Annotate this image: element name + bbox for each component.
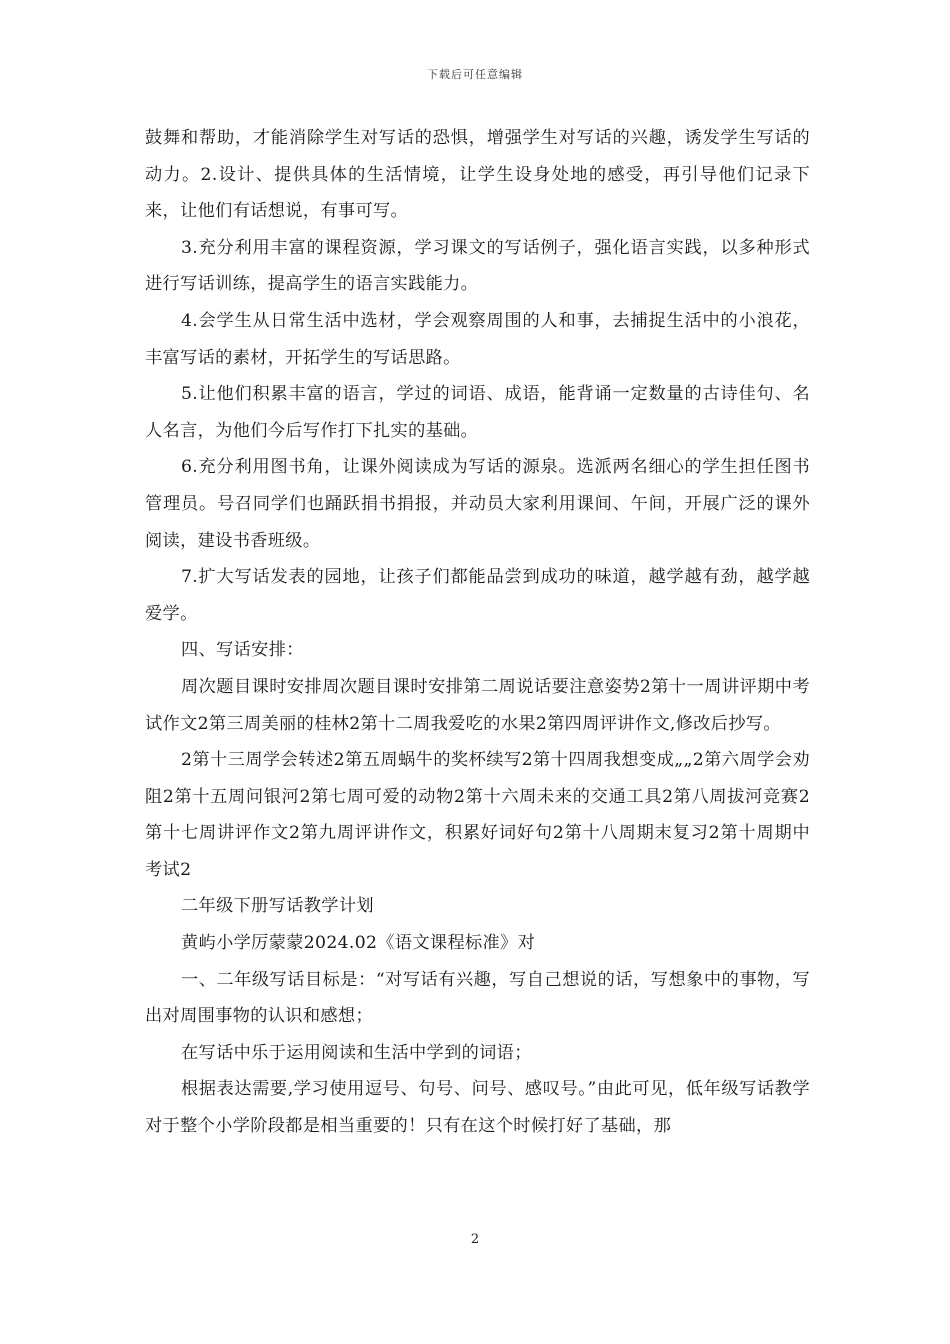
paragraph: 4.会学生从日常生活中选材，学会观察周围的人和事，去捕捉生活中的小浪花，丰富写话的素材，开拓学生的写话思路。 — [145, 310, 810, 368]
page-header: 下载后可任意编辑 — [427, 68, 523, 81]
paragraph: 根据表达需要,学习使用逗号、句号、问号、感叹号。”由此可见，低年级写话教学对于整个小学阶段都是相当重要的！只有在这个时候打好了基础，那 — [145, 1079, 810, 1137]
paragraph: 鼓舞和帮助，才能消除学生对写话的恐惧，增强学生对写话的兴趣，诱发学生写话的动力。2.设计、提供具体的生活情境，让学生设身处地的感受，再引导他们记录下来，让他们有话想说，有事可写。 — [145, 128, 810, 222]
paragraph: 一、二年级写话目标是：“对写话有兴趣，写自己想说的话，写想象中的事物，写出对周围事物的认识和感想； — [145, 969, 810, 1027]
paragraph: 在写话中乐于运用阅读和生活中学到的词语； — [181, 1042, 532, 1063]
paragraph: 2第十三周学会转述2第五周蜗牛的奖杯续写2第十四周我想变成„„2第六周学会劝阻2第十五周问银河2第七周可爱的动物2第十六周未来的交通工具2第八周拔河竞赛2第十七周讲评作文2第九周评讲作文，积累好词好句2第十八周期末复习2第十周期中考试2 — [145, 750, 810, 880]
author-line: 黄屿小学厉蒙蒙2024.02《语文课程标准》对 — [181, 933, 536, 954]
paragraph: 5.让他们积累丰富的语言，学过的词语、成语，能背诵一定数量的古诗佳句、名人名言，为他们今后写作打下扎实的基础。 — [145, 384, 810, 441]
paragraph: 6.充分利用图书角，让课外阅读成为写话的源泉。选派两名细心的学生担任图书管理员。号召同学们也踊跃捐书捐报，并动员大家利用课间、午间，开展广泛的课外阅读，建设书香班级。 — [145, 457, 810, 551]
paragraph: 7.扩大写话发表的园地，让孩子们都能品尝到成功的味道，越学越有劲，越学越爱学。 — [145, 567, 810, 624]
paragraph: 3.充分利用丰富的课程资源，学习课文的写话例子，强化语言实践，以多种形式进行写话训练，提高学生的语言实践能力。 — [145, 237, 810, 295]
section-heading: 四、写话安排： — [181, 640, 304, 661]
paragraph: 周次题目课时安排周次题目课时安排第二周说话要注意姿势2第十一周讲评期中考试作文2第三周美丽的桂林2第十二周我爱吃的水果2第四周评讲作文,修改后抄写。 — [145, 676, 810, 734]
page-number: 2 — [470, 1232, 480, 1247]
document-body — [145, 120, 810, 1145]
document-title: 二年级下册写话教学计划 — [181, 896, 374, 917]
